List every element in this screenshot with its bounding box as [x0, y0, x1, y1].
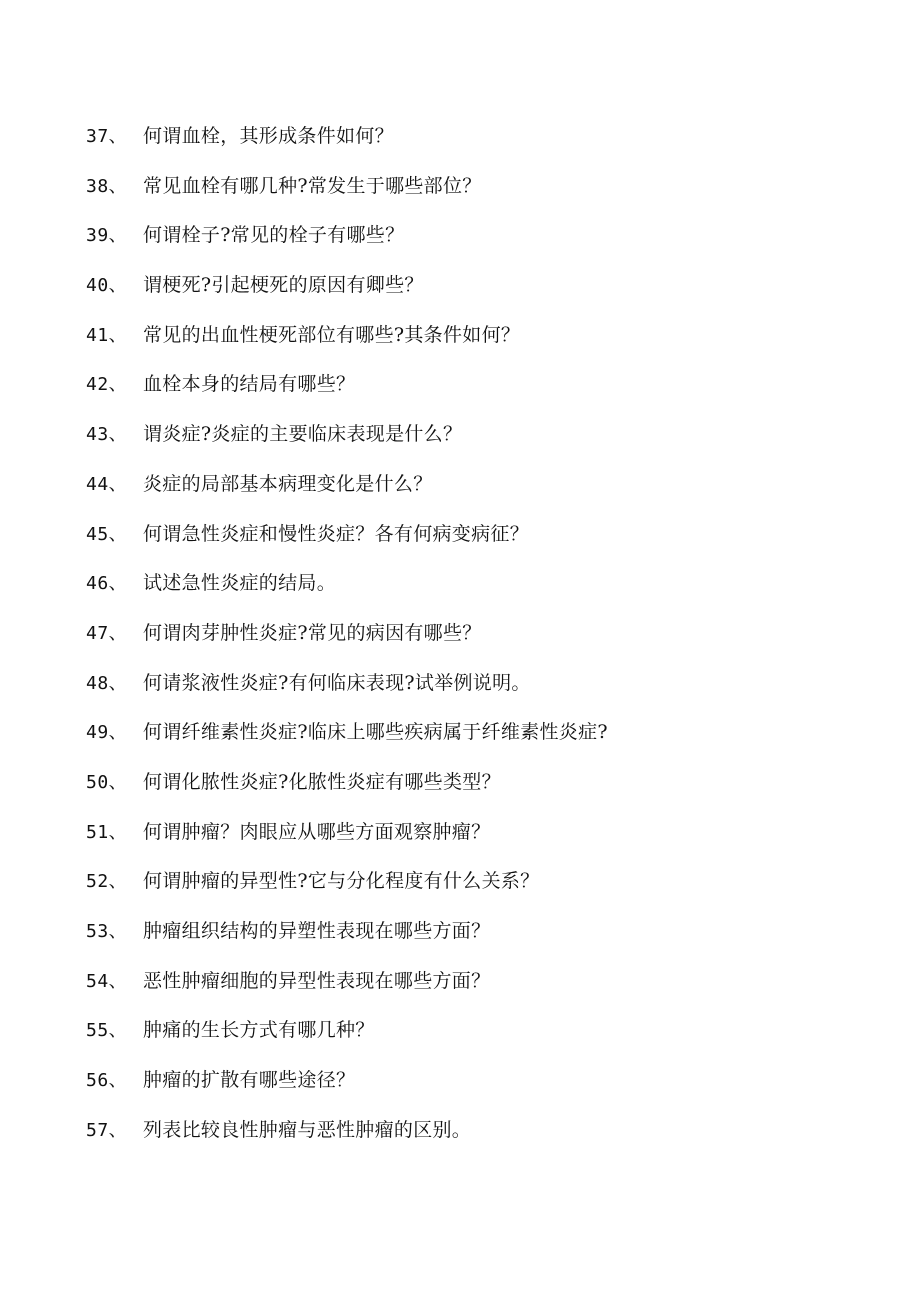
question-item: [0, 1006, 920, 1056]
question-text: 何谓化脓性炎症?化脓性炎症有哪些类型？: [143, 770, 501, 793]
question-text: 肿瘤的扩散有哪些途径？: [143, 1069, 356, 1092]
question-item: [0, 609, 920, 659]
question-item: [0, 808, 920, 858]
question-item: [0, 410, 920, 460]
question-item: [0, 261, 920, 311]
question-item: [0, 211, 920, 261]
question-item: [0, 360, 920, 410]
question-text: 何请浆液性炎症?有何临床表现?试举例说明。: [143, 671, 531, 694]
question-list: [0, 112, 920, 1155]
question-item: [0, 311, 920, 361]
question-item: [0, 857, 920, 907]
question-item: [0, 708, 920, 758]
question-number: 38、: [86, 175, 128, 197]
question-item: [0, 659, 920, 709]
question-number: 47、: [86, 622, 128, 644]
question-text: 何谓纤维素性炎症?临床上哪些疾病属于纤维素性炎症?: [143, 721, 608, 744]
question-item: [0, 460, 920, 510]
question-number: 40、: [86, 275, 128, 297]
question-text: 何谓急性炎症和慢性炎症？各有何病变病征？: [143, 522, 530, 545]
question-number: 52、: [86, 871, 128, 893]
question-text: 何谓栓子?常见的栓子有哪些？: [143, 224, 405, 247]
question-number: 57、: [86, 1119, 128, 1141]
question-number: 49、: [86, 722, 128, 744]
question-number: 50、: [86, 771, 128, 793]
question-item: [0, 1056, 920, 1106]
question-number: 37、: [86, 126, 128, 147]
question-item: [0, 907, 920, 957]
question-number: 54、: [86, 970, 128, 992]
question-number: 39、: [86, 225, 128, 247]
question-number: 42、: [86, 374, 128, 396]
question-number: 51、: [86, 821, 128, 843]
question-text: 何谓肉芽肿性炎症?常见的病因有哪些？: [143, 621, 482, 644]
question-text: 常见的出血性梗死部位有哪些?其条件如何？: [143, 323, 521, 346]
question-number: 56、: [86, 1070, 128, 1092]
question-text: 何谓肿瘤？肉眼应从哪些方面观察肿瘤？: [143, 820, 491, 843]
question-text: 谓梗死?引起梗死的原因有卿些？: [143, 274, 424, 297]
question-item: [0, 510, 920, 560]
question-number: 53、: [86, 921, 128, 942]
question-item: [0, 957, 920, 1007]
question-text: 血栓本身的结局有哪些？: [143, 373, 356, 396]
question-text: 肿瘤组织结构的异塑性表现在哪些方面？: [143, 920, 491, 942]
question-text: 试述急性炎症的结局。: [143, 572, 337, 595]
question-number: 46、: [86, 573, 128, 595]
question-item: [0, 162, 920, 212]
question-number: 43、: [86, 424, 128, 446]
question-number: 41、: [86, 324, 128, 346]
question-number: 44、: [86, 473, 128, 495]
question-item: [0, 559, 920, 609]
question-text: 常见血栓有哪几种?常发生于哪些部位？: [143, 174, 482, 197]
question-item: [0, 112, 920, 162]
question-text: 何谓血栓，其形成条件如何？: [143, 125, 394, 147]
question-text: 谓炎症?炎症的主要临床表现是什么？: [143, 423, 463, 446]
question-text: 列表比较良性肿瘤与恶性肿瘤的区别。: [143, 1118, 472, 1141]
question-number: 48、: [86, 672, 128, 694]
question-item: [0, 758, 920, 808]
question-item: [0, 1106, 920, 1156]
question-text: 肿痛的生长方式有哪几种？: [143, 1019, 375, 1042]
question-number: 45、: [86, 523, 128, 545]
question-number: 55、: [86, 1020, 128, 1042]
question-text: 何谓肿瘤的异型性?它与分化程度有什么关系？: [143, 870, 540, 893]
question-text: 炎症的局部基本病理变化是什么？: [143, 472, 433, 495]
question-text: 恶性肿瘤细胞的异型性表现在哪些方面？: [143, 969, 491, 992]
